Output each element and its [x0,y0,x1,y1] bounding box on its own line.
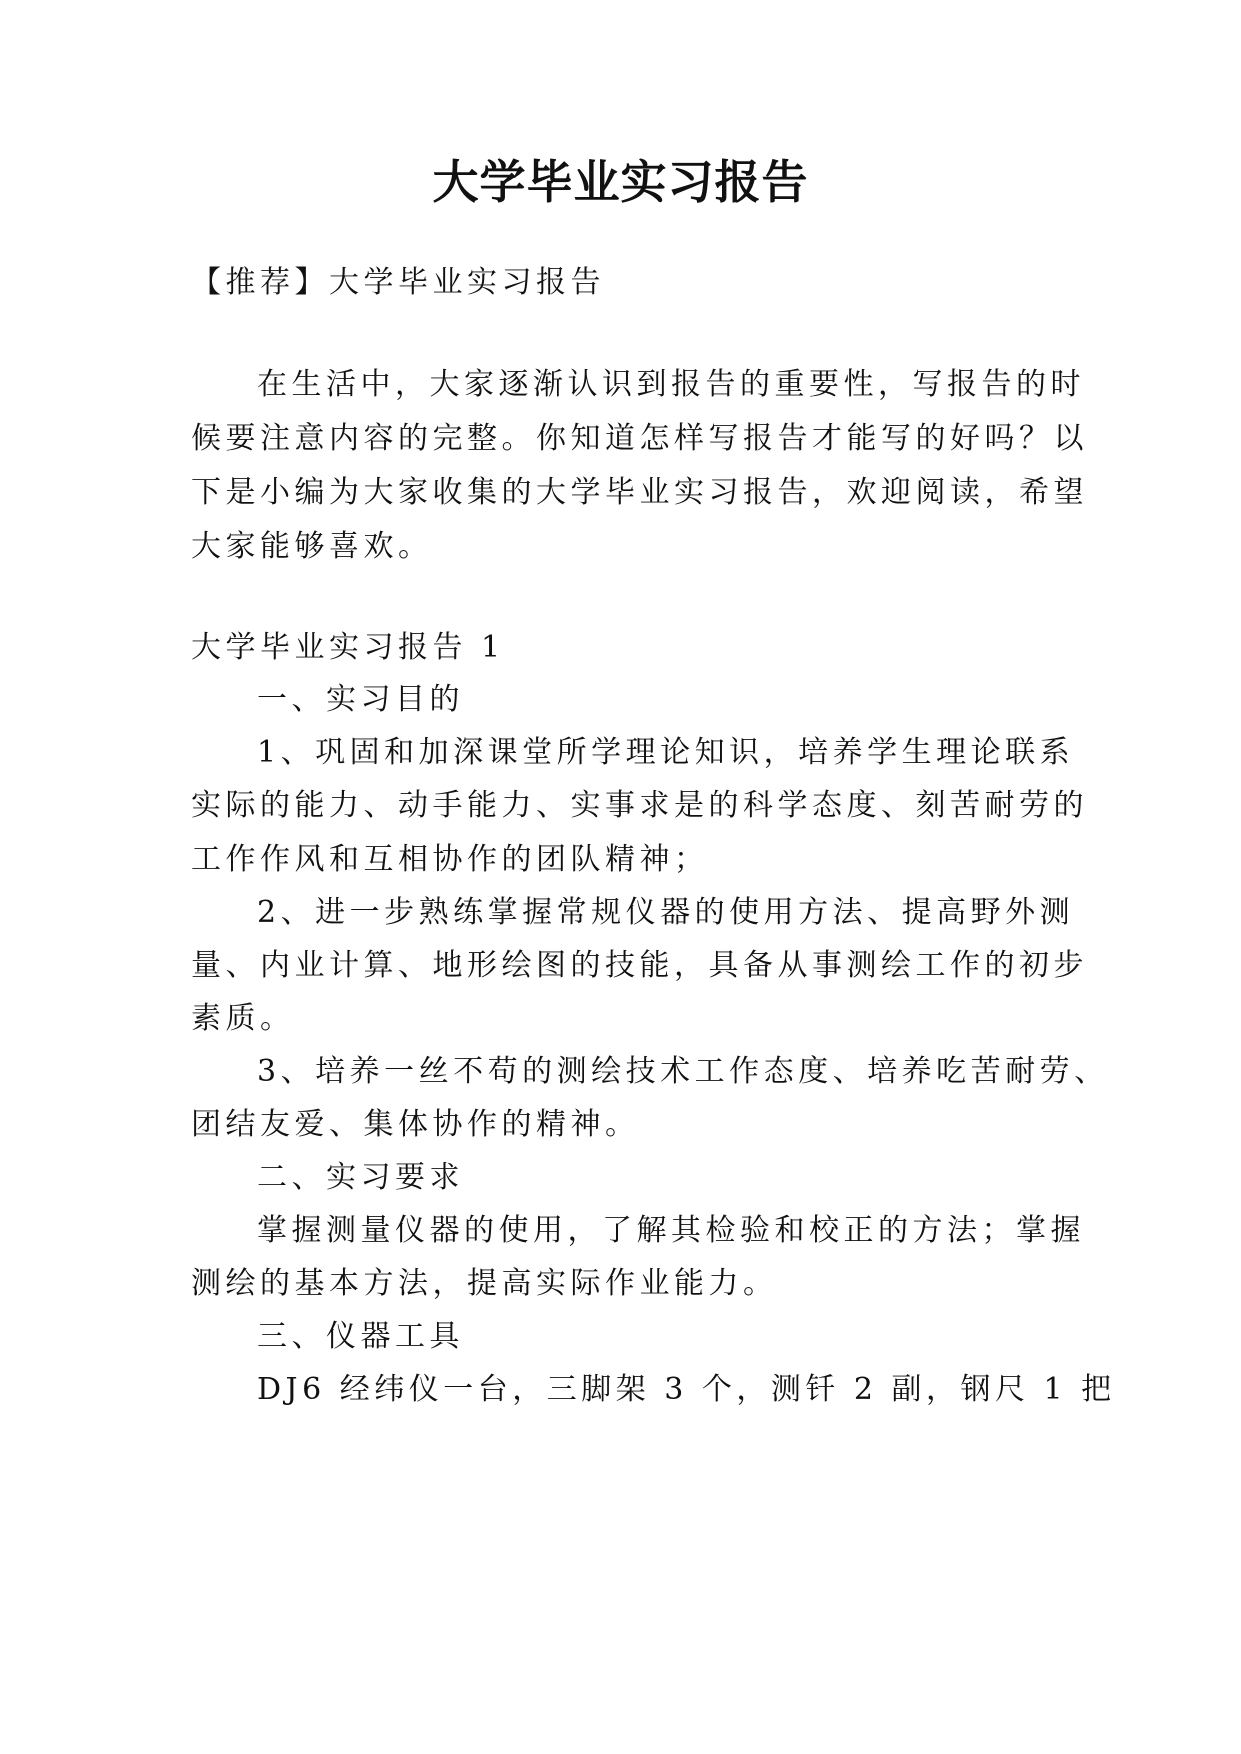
body-line: 团结友爱、集体协作的精神。 [191,1107,640,1142]
body-line: 2、进一步熟练掌握常规仪器的使用方法、提高野外测 [257,895,1075,930]
intro-paragraph-line: 大家能够喜欢。 [191,529,433,564]
recommend-line: 【推荐】大学毕业实习报告 [191,265,605,300]
section-heading: 二、实习要求 [257,1160,464,1195]
body-line: 工作作风和互相协作的团队精神； [191,842,709,877]
body-line: DJ6 经纬仪一台，三脚架 3 个，测钎 2 副，钢尺 1 把 [257,1372,1116,1407]
intro-paragraph-line: 在生活中，大家逐渐认识到报告的重要性，写报告的时 [257,367,1085,402]
section-heading: 一、实习目的 [257,682,464,717]
intro-paragraph-line: 候要注意内容的完整。你知道怎样写报告才能写的好吗？以 [191,421,1088,456]
intro-paragraph-line: 下是小编为大家收集的大学毕业实习报告，欢迎阅读，希望 [191,475,1088,510]
body-line: 素质。 [191,1001,295,1036]
body-line: 实际的能力、动手能力、实事求是的科学态度、刻苦耐劳的 [191,788,1088,823]
body-line: 1、巩固和加深课堂所学理论知识，培养学生理论联系 [257,735,1075,770]
body-line: 3、培养一丝不苟的测绘技术工作态度、培养吃苦耐劳、 [257,1054,1109,1089]
section-heading: 三、仪器工具 [257,1319,464,1354]
document-title: 大学毕业实习报告 [432,155,809,209]
body-line: 测绘的基本方法，提高实际作业能力。 [191,1266,778,1301]
body-line: 量、内业计算、地形绘图的技能，具备从事测绘工作的初步 [191,948,1088,983]
body-line: 掌握测量仪器的使用，了解其检验和校正的方法；掌握 [257,1213,1085,1248]
report-heading: 大学毕业实习报告 1 [191,630,505,665]
